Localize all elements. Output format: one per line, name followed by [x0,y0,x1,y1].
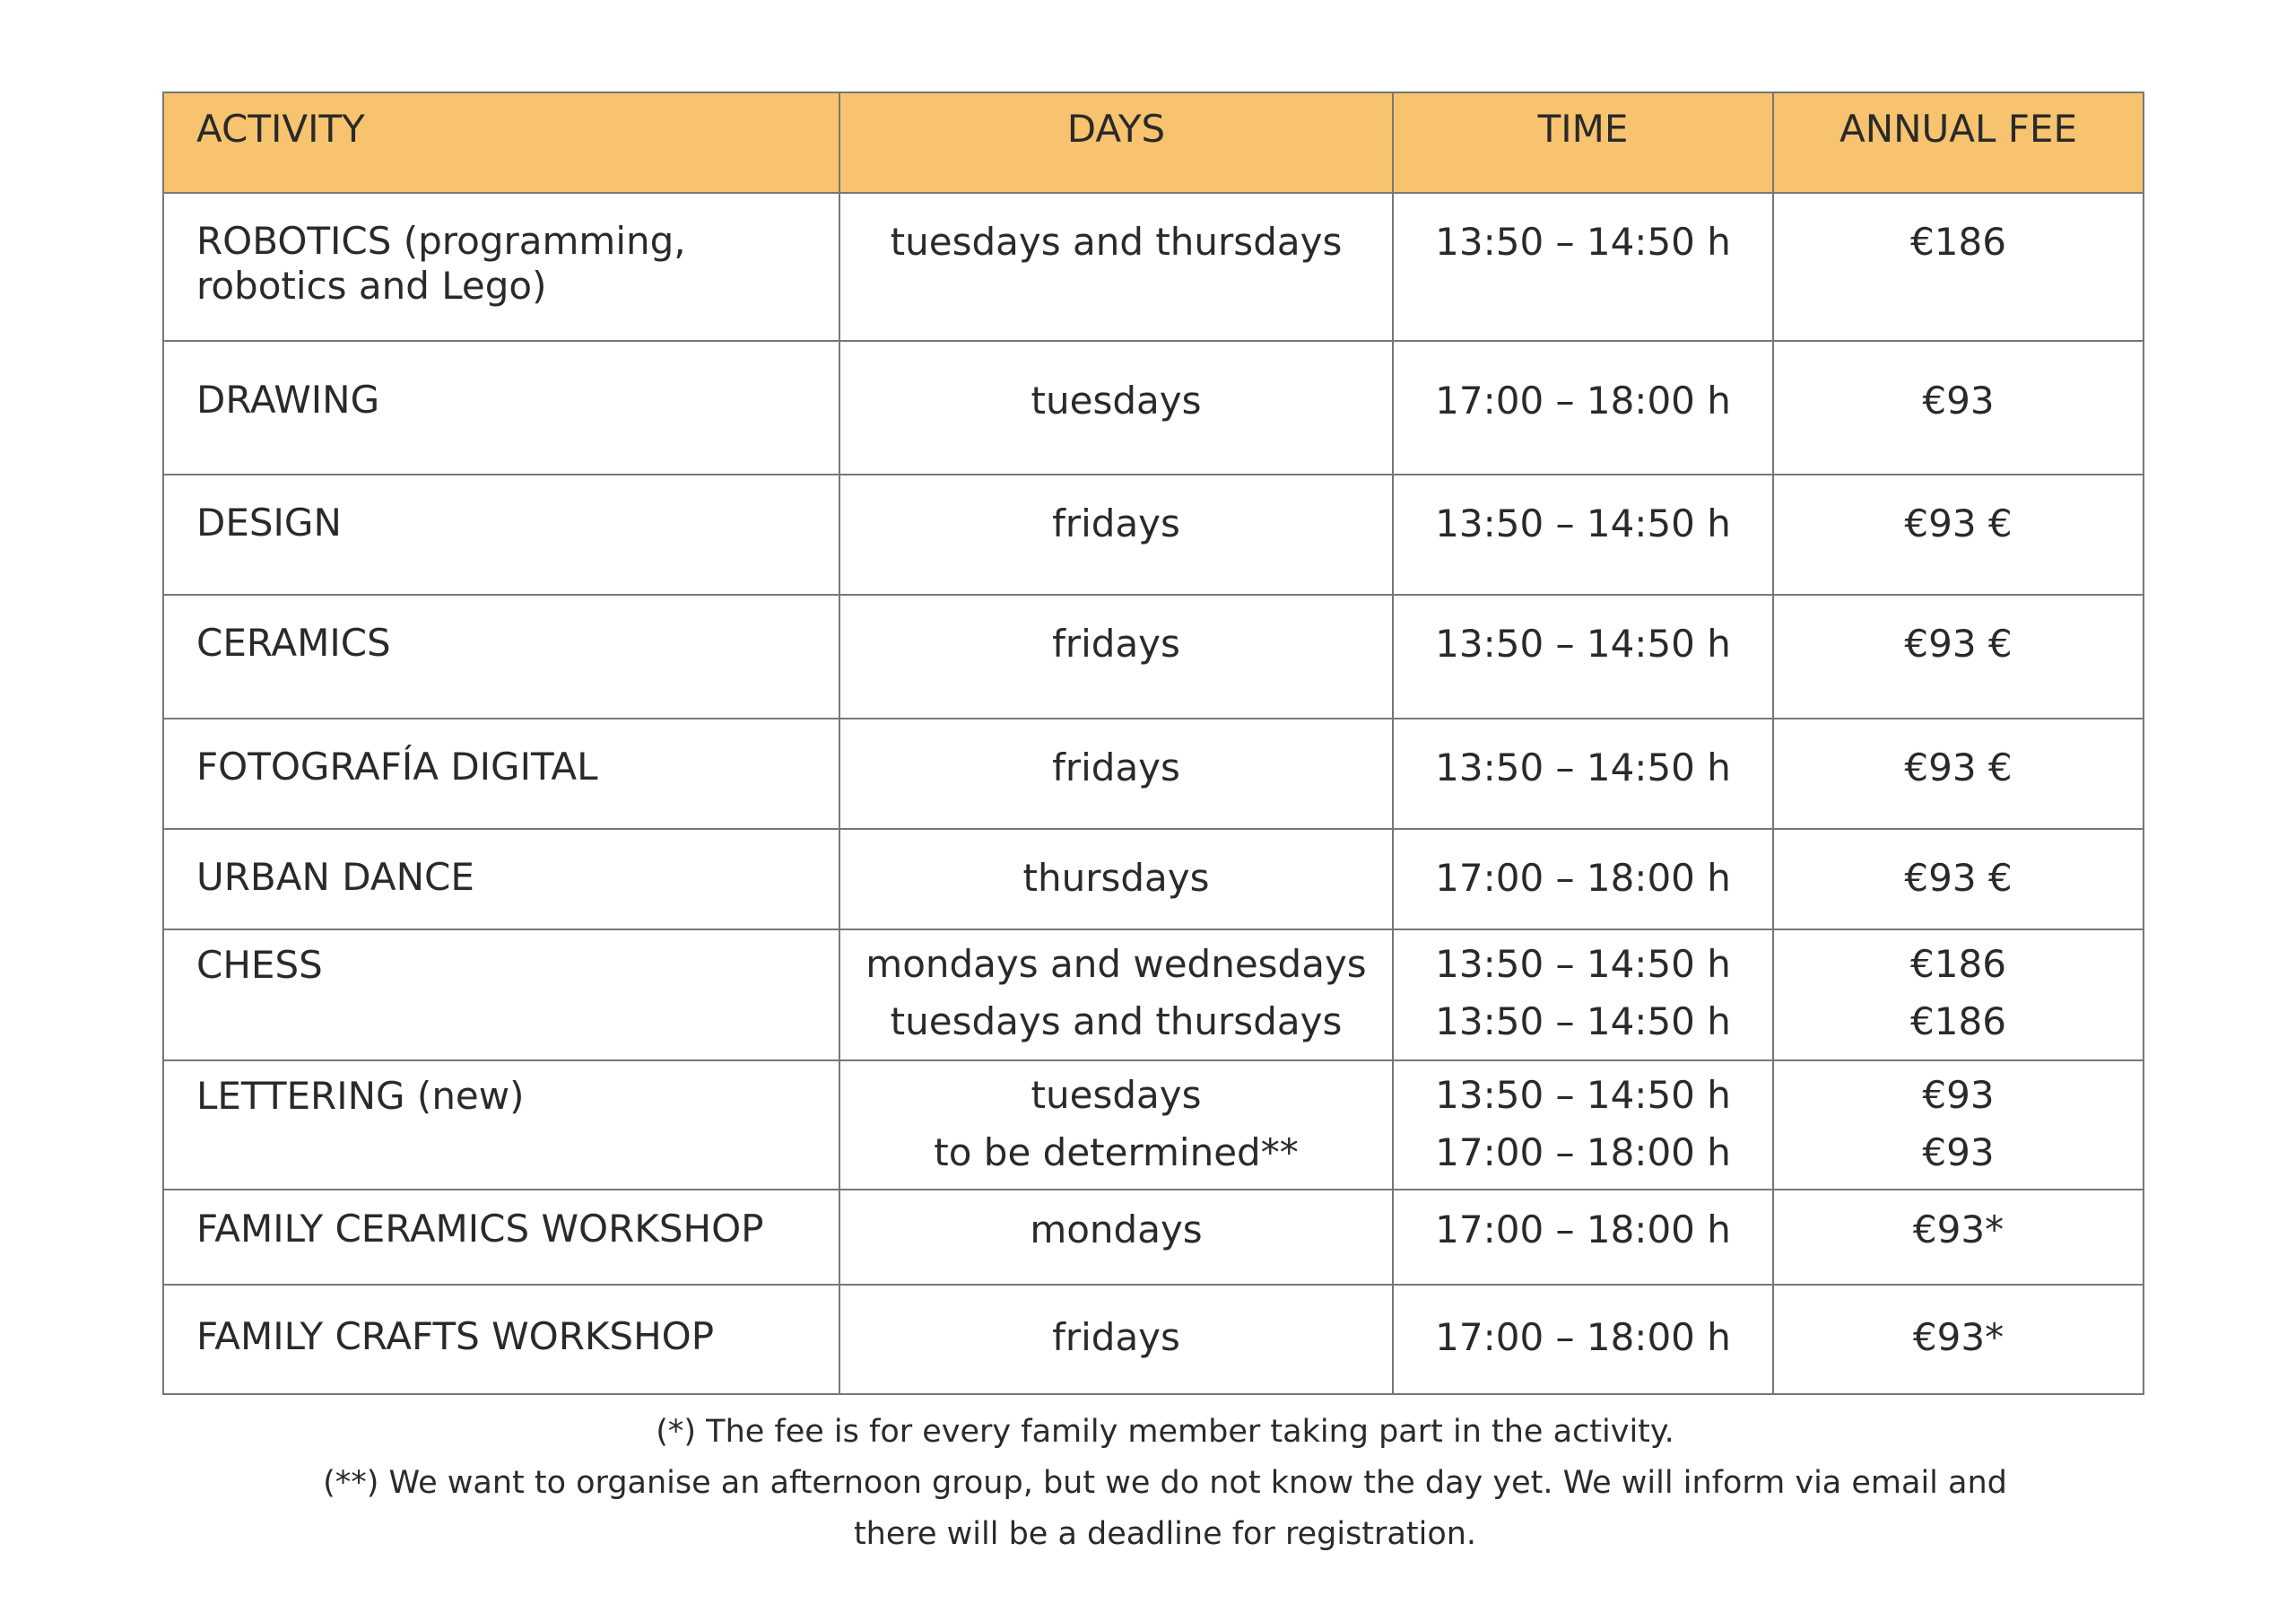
fee-value: €93 € [1904,501,2013,545]
activity-cell [163,719,839,829]
fee-cell [1773,341,2144,475]
header-time: TIME [1393,92,1773,193]
days-cell [839,341,1393,475]
activity-name: FOTOGRAFÍA DIGITAL [196,745,598,789]
days-value: fridays [1052,622,1180,666]
time-value: 13:50 – 14:50 h [1435,745,1731,789]
activity-cell [163,193,839,341]
fee-value: €93 € [1904,856,2013,900]
days-value: tuesdays and thursdays [890,999,1343,1043]
time-cell [1393,929,1773,1060]
time-value: 13:50 – 14:50 h [1435,622,1731,666]
activity-cell [163,341,839,475]
fee-cell [1773,1190,2144,1285]
footnotes [0,1407,2296,1560]
table-row [163,341,2144,475]
fee-value: €186 [1910,999,2006,1043]
days-cell [839,1285,1393,1394]
fee-value: €93 € [1904,745,2013,789]
activity-cell [163,475,839,595]
table-row [163,595,2144,719]
time-value: 13:50 – 14:50 h [1435,999,1731,1043]
activity-name: DESIGN [196,501,342,545]
fee-value: €93* [1912,1208,2005,1251]
days-value: fridays [1052,1315,1180,1359]
days-value: fridays [1052,501,1180,545]
table-row [163,829,2144,929]
days-cell [839,719,1393,829]
time-value: 17:00 – 18:00 h [1435,856,1731,900]
days-value: mondays and wednesdays [865,942,1367,986]
fee-value: €93 [1922,1073,1995,1117]
table-row [163,193,2144,341]
days-value: fridays [1052,745,1180,789]
fee-value: €186 [1910,220,2006,264]
table-row [163,1190,2144,1285]
time-value: 17:00 – 18:00 h [1435,379,1731,423]
fee-cell [1773,719,2144,829]
activity-cell [163,1190,839,1285]
time-value: 17:00 – 18:00 h [1435,1315,1731,1359]
header-annual-fee: ANNUAL FEE [1773,92,2144,193]
table-row [163,719,2144,829]
activity-cell [163,1285,839,1394]
activity-name: ROBOTICS (programming, robotics and Lego) [196,219,686,308]
time-cell [1393,1285,1773,1394]
days-cell [839,929,1393,1060]
fee-value: €186 [1910,942,2006,986]
time-cell [1393,595,1773,719]
footnote-afternoon-group-line-2: there will be a deadline for registration. [853,1516,1477,1552]
activity-name: FAMILY CRAFTS WORKSHOP [196,1314,715,1358]
header-days: DAYS [839,92,1393,193]
days-value: mondays [1030,1208,1203,1251]
time-value: 17:00 – 18:00 h [1435,1130,1731,1174]
fee-cell [1773,1060,2144,1190]
days-cell [839,829,1393,929]
days-value: tuesdays and thursdays [890,220,1343,264]
activity-name: URBAN DANCE [196,855,474,899]
activity-cell [163,829,839,929]
days-cell [839,1060,1393,1190]
fee-cell [1773,1285,2144,1394]
footnote-afternoon-group-line-1: (**) We want to organise an afternoon group, but we do not know the day yet. We will inform via email and [323,1465,2007,1501]
time-value: 13:50 – 14:50 h [1435,220,1731,264]
table-row [163,1285,2144,1394]
fee-cell [1773,475,2144,595]
days-value: to be determined** [934,1130,1299,1174]
fee-value: €93 € [1904,622,2013,666]
activity-name: DRAWING [196,378,380,422]
time-cell [1393,193,1773,341]
fee-cell [1773,595,2144,719]
time-value: 13:50 – 14:50 h [1435,942,1731,986]
table-row [163,475,2144,595]
table-row [163,929,2144,1060]
time-value: 13:50 – 14:50 h [1435,501,1731,545]
activity-name: CERAMICS [196,621,391,665]
activity-cell [163,595,839,719]
fee-cell [1773,829,2144,929]
days-value: thursdays [1022,856,1210,900]
fee-value: €93 [1922,379,1995,423]
fee-cell [1773,193,2144,341]
time-cell [1393,475,1773,595]
activity-name: CHESS [196,943,323,987]
header-activity: ACTIVITY [163,92,839,193]
fee-value: €93 [1922,1130,1995,1174]
days-cell [839,475,1393,595]
activities-table [162,92,2144,1395]
days-cell [839,595,1393,719]
activity-name: FAMILY CERAMICS WORKSHOP [196,1207,764,1251]
time-value: 17:00 – 18:00 h [1435,1208,1731,1251]
days-value: tuesdays [1031,379,1202,423]
activity-name: LETTERING (new) [196,1074,525,1118]
activity-cell [163,929,839,1060]
activity-cell [163,1060,839,1190]
time-cell [1393,1060,1773,1190]
days-cell [839,193,1393,341]
time-cell [1393,341,1773,475]
time-value: 13:50 – 14:50 h [1435,1073,1731,1117]
days-value: tuesdays [1031,1073,1202,1117]
fee-value: €93* [1912,1315,2005,1359]
time-cell [1393,1190,1773,1285]
table-row [163,1060,2144,1190]
fee-cell [1773,929,2144,1060]
time-cell [1393,829,1773,929]
days-cell [839,1190,1393,1285]
footnote-family-fee: (*) The fee is for every family member taking part in the activity. [656,1414,1674,1450]
table-header-row [163,92,2144,193]
time-cell [1393,719,1773,829]
